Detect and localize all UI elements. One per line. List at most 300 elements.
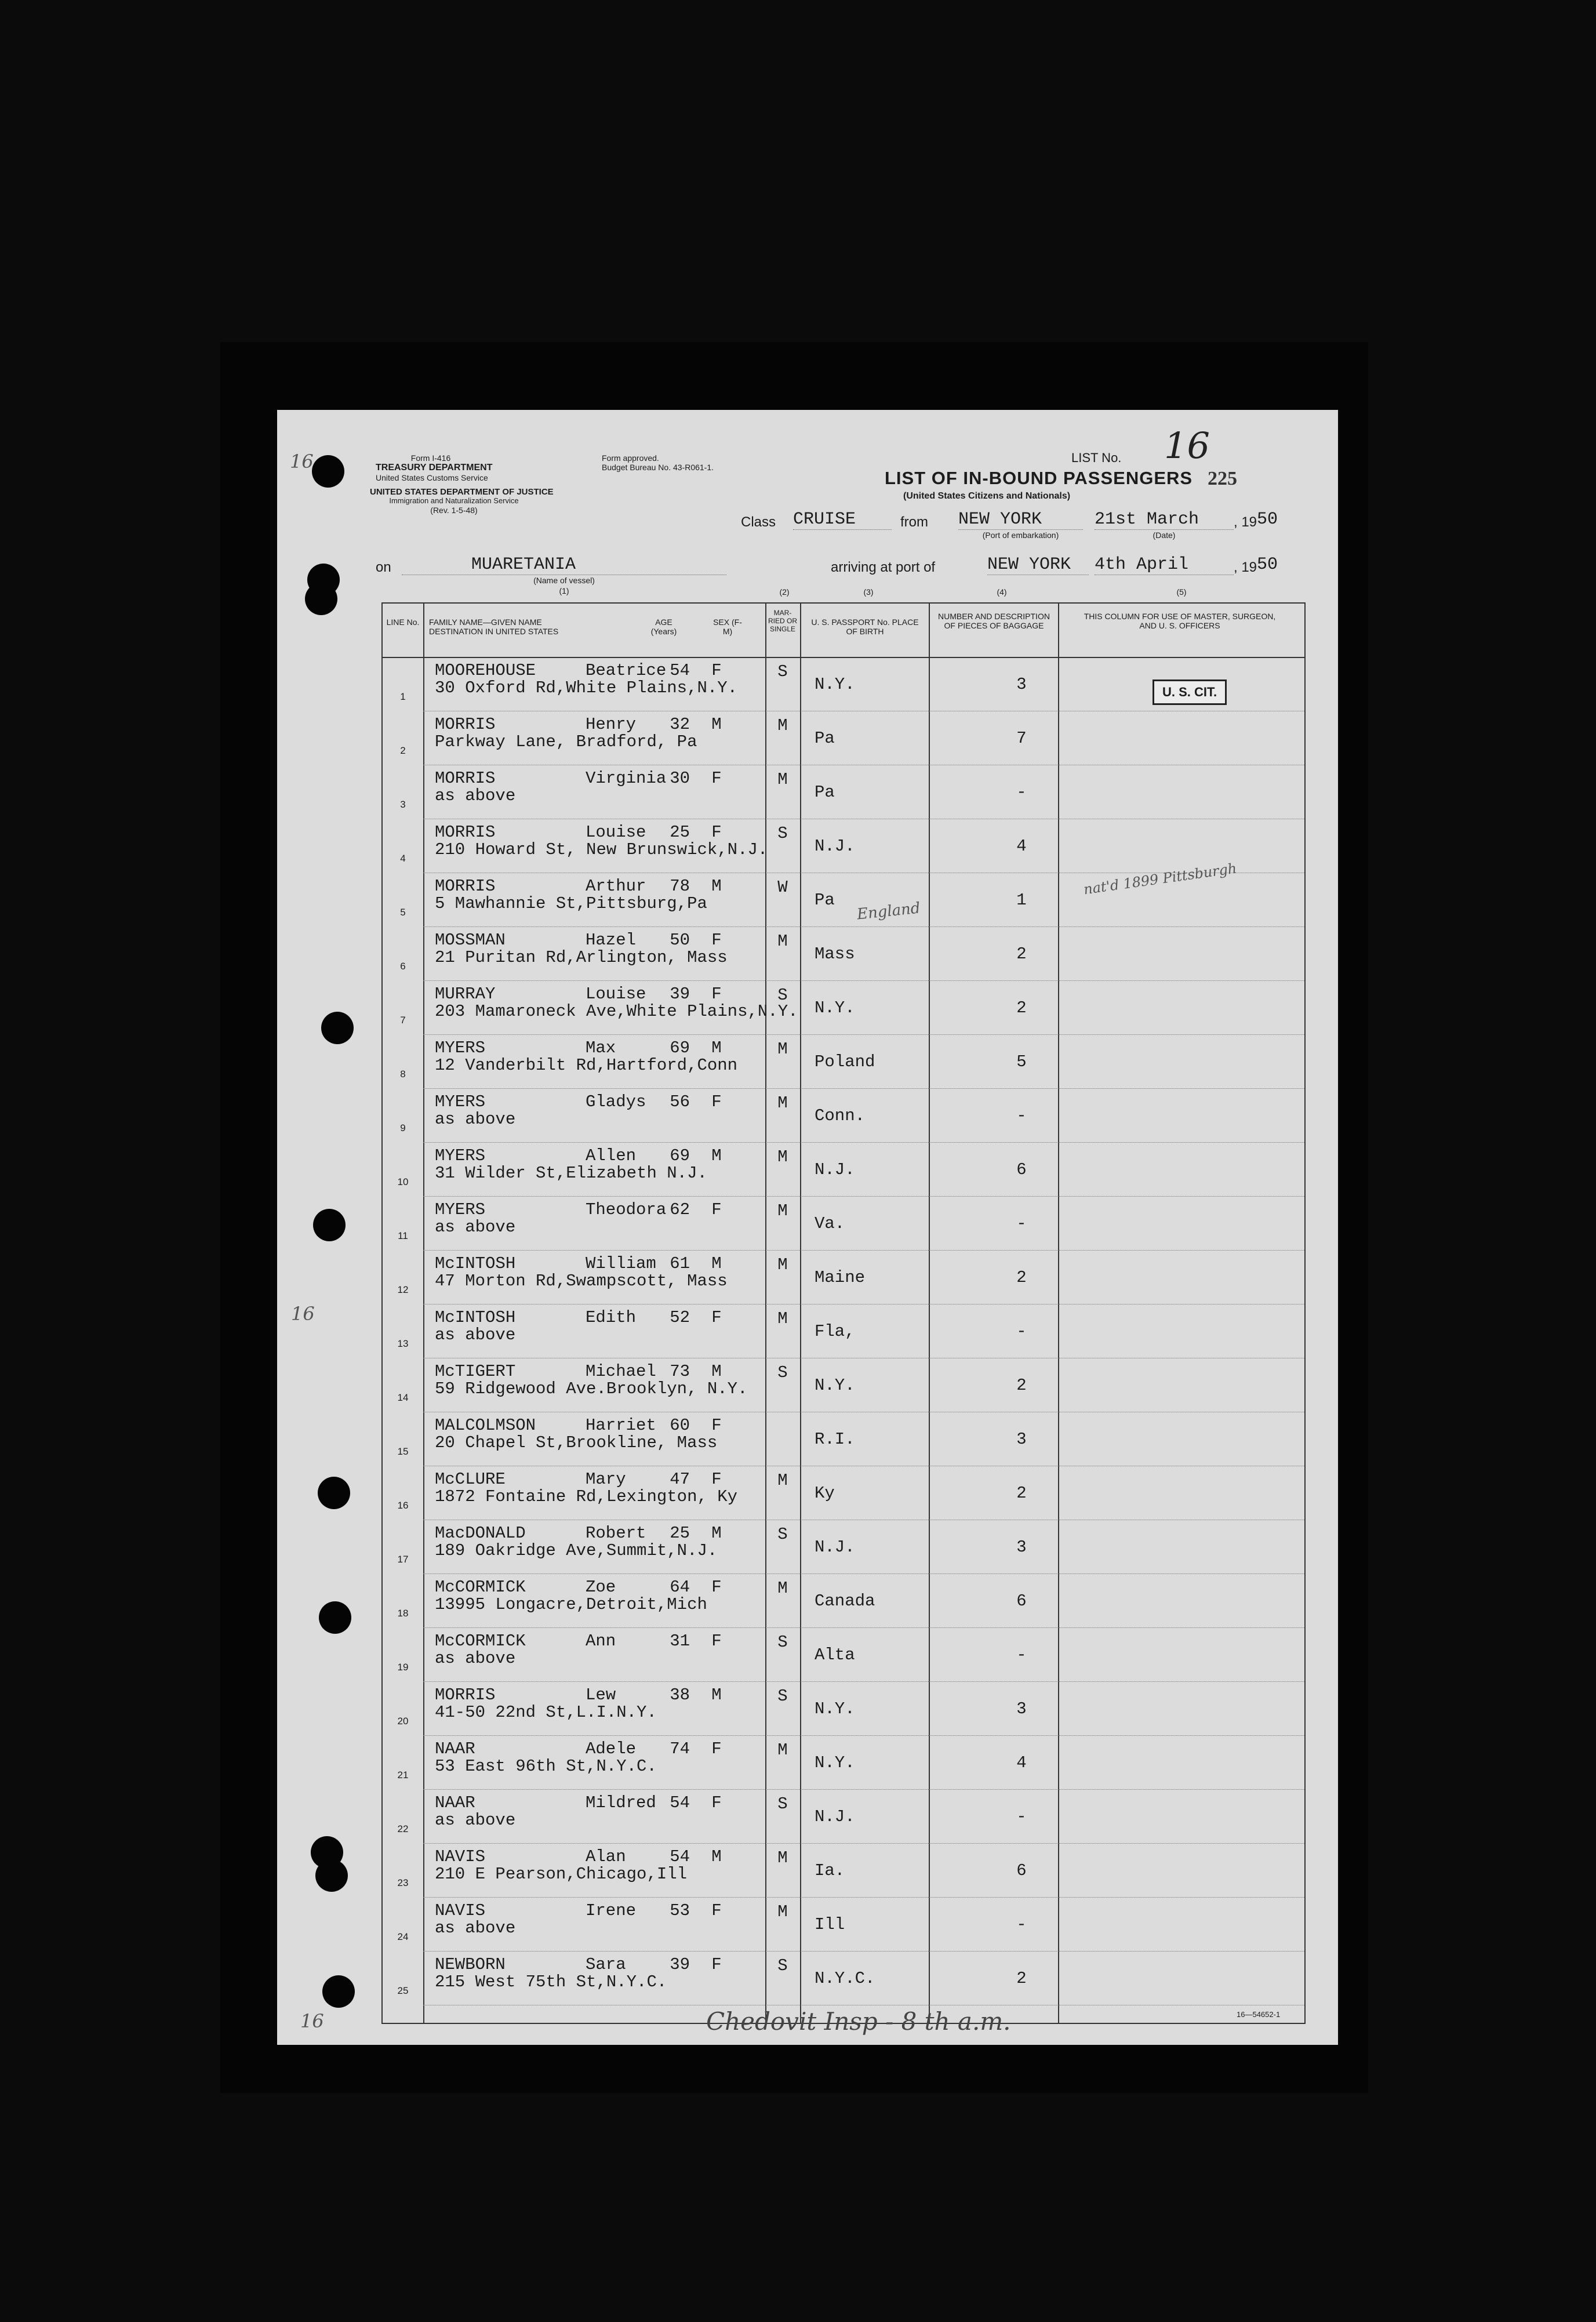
line-number: 2 [400,745,406,756]
line-number: 20 [397,1716,409,1727]
marital-status: M [777,770,788,789]
birthplace: Poland [815,1052,875,1071]
address: 21 Puritan Rd,Arlington, Mass [435,948,728,967]
given-name: Max [586,1038,616,1058]
birthplace: Ky [815,1484,835,1503]
baggage-count: - [1016,783,1027,802]
birthplace: Pa [815,891,835,910]
given-name: Irene [586,1901,637,1920]
form-code: 16—54652-1 [1237,2010,1281,2019]
family-name: McCLURE [435,1470,506,1489]
family-name: NAAR [435,1793,475,1812]
col-num: (3) [863,587,874,597]
family-name: MYERS [435,1200,486,1219]
sex: F [711,1470,722,1489]
family-name: MYERS [435,1092,486,1111]
table-row [383,1197,1304,1251]
birthplace: N.J. [815,1538,855,1557]
baggage-count: 1 [1016,891,1027,910]
baggage-count: 4 [1016,1753,1027,1772]
arriving-label: arriving at port of [831,559,936,575]
age: 54 [670,661,690,680]
table-row [383,1520,1304,1574]
family-name: MORRIS [435,877,496,896]
baggage-count: 3 [1016,1430,1027,1449]
punch-hole [313,1209,346,1241]
address: 5 Mawhannie St,Pittsburg,Pa [435,894,707,913]
address: 210 Howard St, New Brunswick,N.J. [435,840,768,859]
family-name: McTIGERT [435,1362,516,1381]
col-header-sex: SEX (F-M) [713,617,742,637]
line-number: 1 [400,691,406,702]
punch-hole [319,1601,351,1634]
line-number: 3 [400,799,406,810]
punch-hole [322,1975,355,2008]
age: 47 [670,1470,690,1489]
table-row [383,1089,1304,1143]
baggage-count: 2 [1016,1268,1027,1287]
age: 39 [670,984,690,1004]
family-name: McCORMICK [435,1578,526,1597]
on-label: on [376,559,391,575]
sex: M [711,877,722,896]
given-name: William [586,1254,656,1273]
sex: M [711,1254,722,1273]
passenger-table [381,602,1306,2024]
given-name: Lew [586,1685,616,1705]
list-no-value: 16 [1164,424,1210,467]
sex: M [711,1847,722,1866]
col-num: (2) [779,587,790,597]
depart-year: 50 [1257,510,1278,529]
given-name: Sara [586,1955,626,1974]
marital-status: M [777,1147,788,1167]
baggage-count: 3 [1016,675,1027,694]
col-header-age: AGE (Years) [650,617,677,637]
table-row [383,1143,1304,1197]
line-number: 16 [397,1500,409,1511]
table-row [383,1682,1304,1736]
sex: F [711,1308,722,1327]
family-name: MYERS [435,1038,486,1058]
baggage-count: 2 [1016,1376,1027,1395]
birthplace: N.Y.C. [815,1969,875,1988]
birthplace: Maine [815,1268,866,1287]
age: 74 [670,1739,690,1758]
sex: F [711,1416,722,1435]
table-row [383,1790,1304,1844]
birthplace: N.J. [815,837,855,856]
age: 54 [670,1793,690,1812]
birthplace: Alta [815,1645,855,1665]
given-name: Ann [586,1631,616,1651]
line-number: 24 [397,1931,409,1942]
table-row [383,1736,1304,1790]
table-row [383,819,1304,873]
baggage-count: 6 [1016,1160,1027,1179]
table-row [383,1358,1304,1412]
margin-note: 16 [291,1303,315,1325]
address: as above [435,1325,516,1344]
from-port: NEW YORK [958,510,1083,530]
birth-correction: England [856,899,921,924]
line-number: 6 [400,961,406,972]
age: 50 [670,931,690,950]
table-row [383,1898,1304,1952]
birthplace: Ia. [815,1861,845,1880]
age: 53 [670,1901,690,1920]
sex: F [711,1578,722,1597]
inspector-signature: Chedovit Insp - 8 th a.m. [706,2007,1011,2036]
sex: M [711,1038,722,1058]
given-name: Arthur [586,877,646,896]
marital-status: M [777,1848,788,1867]
given-name: Theodora [586,1200,667,1219]
birthplace: N.Y. [815,1376,855,1395]
given-name: Zoe [586,1578,616,1597]
col-header-line: LINE No. [386,617,420,627]
table-row [383,1412,1304,1466]
given-name: Gladys [586,1092,646,1111]
age: 61 [670,1254,690,1273]
baggage-count: 6 [1016,1861,1027,1880]
address: 210 E Pearson,Chicago,Ill [435,1865,688,1884]
sex: F [711,1793,722,1812]
birthplace: Canada [815,1591,875,1611]
line-number: 9 [400,1122,406,1133]
given-name: Louise [586,984,646,1004]
arrive-year-prefix: , 19 [1234,559,1257,575]
line-number: 25 [397,1985,409,1996]
given-name: Edith [586,1308,637,1327]
address: 20 Chapel St,Brookline, Mass [435,1433,718,1452]
family-name: McINTOSH [435,1308,516,1327]
line-number: 8 [400,1069,406,1080]
col-header-passport: U. S. PASSPORT No. PLACE OF BIRTH [811,617,919,637]
arrive-port: NEW YORK [987,555,1089,575]
baggage-count: 7 [1016,729,1027,748]
address: 30 Oxford Rd,White Plains,N.Y. [435,678,738,697]
address: as above [435,1811,516,1830]
table-row [383,711,1304,765]
sex: F [711,931,722,950]
line-number: 11 [398,1230,408,1241]
family-name: NAAR [435,1739,475,1758]
vessel-name: MUARETANIA [402,555,726,575]
arrive-date: 4th April [1095,555,1234,575]
table-row [383,1952,1304,2005]
family-name: MYERS [435,1146,486,1165]
line-number: 5 [400,907,406,918]
given-name: Hazel [586,931,637,950]
family-name: NAVIS [435,1901,486,1920]
punch-hole [321,1012,354,1044]
birthplace: N.J. [815,1807,855,1826]
birthplace: Mass [815,944,855,964]
class-value: CRUISE [793,510,892,530]
birthplace: Pa [815,783,835,802]
sex: F [711,1901,722,1920]
baggage-count: 5 [1016,1052,1027,1071]
depart-date: 21st March [1095,510,1234,530]
sex: F [711,1955,722,1974]
sex: F [711,823,722,842]
sex: M [711,1146,722,1165]
address: as above [435,1218,516,1237]
marital-status: S [777,662,788,681]
age: 32 [670,715,690,734]
marital-status: M [777,932,788,951]
table-row [383,1844,1304,1898]
given-name: Adele [586,1739,637,1758]
marital-status: M [777,1255,788,1274]
punch-hole [315,1859,348,1892]
address: 41-50 22nd St,L.I.N.Y. [435,1703,657,1722]
age: 62 [670,1200,690,1219]
approval-block: Form approved. Budget Bureau No. 43-R061-1. [602,453,714,473]
baggage-count: 3 [1016,1699,1027,1718]
family-name: MOOREHOUSE [435,661,536,680]
address: 189 Oakridge Ave,Summit,N.J. [435,1541,718,1560]
table-row [383,1035,1304,1089]
sex: F [711,1631,722,1651]
table-row [383,1628,1304,1682]
given-name: Alan [586,1847,626,1866]
given-name: Mildred [586,1793,656,1812]
marital-status: M [777,1902,788,1921]
age: 56 [670,1092,690,1111]
baggage-count: - [1016,1915,1027,1934]
baggage-count: - [1016,1645,1027,1665]
sex: M [711,1524,722,1543]
us-citizen-stamp: U. S. CIT. [1153,679,1227,705]
line-number: 13 [397,1338,409,1349]
vessel-caption: (Name of vessel) [533,576,595,585]
given-name: Harriet [586,1416,656,1435]
age: 69 [670,1146,690,1165]
marital-status: M [777,1093,788,1113]
age: 60 [670,1416,690,1435]
given-name: Robert [586,1524,646,1543]
naturalized-note: nat'd 1899 Pittsburgh [1082,860,1238,898]
family-name: MORRIS [435,715,496,734]
address: Parkway Lane, Bradford, Pa [435,732,697,751]
line-number: 22 [397,1823,409,1834]
age: 39 [670,1955,690,1974]
marital-status: S [777,1956,788,1975]
punch-hole [305,583,337,615]
sex: F [711,1739,722,1758]
marital-status: S [777,1633,788,1652]
depart-year-prefix: , 19 [1234,514,1257,530]
birthplace: N.Y. [815,1699,855,1718]
line-number: 4 [400,853,406,864]
line-number: 10 [397,1176,409,1187]
family-name: MORRIS [435,1685,496,1705]
stamp-number: 225 [1208,468,1237,489]
form-id-block: Form I-416 TREASURY DEPARTMENT United States Customs Service [376,453,493,483]
baggage-count: 2 [1016,944,1027,964]
sex: M [711,1362,722,1381]
table-row [383,981,1304,1035]
given-name: Mary [586,1470,626,1489]
birthplace: Pa [815,729,835,748]
margin-note: 16 [290,450,314,473]
justice-block: UNITED STATES DEPARTMENT OF JUSTICE Immigration and Naturalization Service (Rev. 1-5-48) [370,487,554,515]
sex: F [711,1200,722,1219]
col-num: (4) [997,587,1007,597]
address: as above [435,1110,516,1129]
line-number: 12 [397,1284,409,1295]
table-row [383,765,1304,819]
marital-status: S [777,1363,788,1382]
given-name: Henry [586,715,637,734]
address: 215 West 75th St,N.Y.C. [435,1972,667,1992]
arrive-year: 50 [1257,555,1278,575]
address: 13995 Longacre,Detroit,Mich [435,1595,707,1614]
line-number: 7 [400,1015,406,1026]
age: 73 [670,1362,690,1381]
family-name: MURRAY [435,984,496,1004]
col-header-baggage: NUMBER AND DESCRIPTION OF PIECES OF BAGGAGE [938,612,1050,631]
given-name: Virginia [586,769,667,788]
sex: M [711,715,722,734]
marital-status: S [777,1525,788,1544]
given-name: Michael [586,1362,656,1381]
age: 54 [670,1847,690,1866]
given-name: Allen [586,1146,637,1165]
birthplace: Ill [815,1915,845,1934]
baggage-count: 3 [1016,1538,1027,1557]
marital-status: M [777,1740,788,1760]
class-label: Class [741,514,776,530]
address: as above [435,1918,516,1938]
birthplace: N.J. [815,1160,855,1179]
punch-hole [318,1477,350,1509]
marital-status: M [777,1309,788,1328]
family-name: MALCOLMSON [435,1416,536,1435]
age: 69 [670,1038,690,1058]
sex: F [711,661,722,680]
family-name: MacDONALD [435,1524,526,1543]
marital-status: M [777,1201,788,1220]
address: 53 East 96th St,N.Y.C. [435,1757,657,1776]
age: 78 [670,877,690,896]
table-row [383,1574,1304,1628]
family-name: McCORMICK [435,1631,526,1651]
margin-note: 16 [300,2010,324,2032]
marital-status: W [777,878,788,897]
baggage-count: 2 [1016,1969,1027,1988]
sex: F [711,1092,722,1111]
family-name: MORRIS [435,823,496,842]
baggage-count: - [1016,1322,1027,1341]
age: 38 [670,1685,690,1705]
family-name: NEWBORN [435,1955,506,1974]
address: as above [435,786,516,805]
manifest-page [277,410,1338,2045]
birthplace: Va. [815,1214,845,1233]
birthplace: N.Y. [815,998,855,1018]
birthplace: N.Y. [815,1753,855,1772]
baggage-count: - [1016,1106,1027,1125]
col-header-officers: THIS COLUMN FOR USE OF MASTER, SURGEON, AND U. S. OFFICERS [1084,612,1276,631]
col-header-name: FAMILY NAME—GIVEN NAME DESTINATION IN UNITED STATES [429,617,559,637]
sex: F [711,769,722,788]
col-num: (5) [1176,587,1187,597]
baggage-count: 2 [1016,998,1027,1018]
family-name: NAVIS [435,1847,486,1866]
page-subtitle: (United States Citizens and Nationals) [903,491,1071,501]
line-number: 18 [397,1608,409,1619]
table-row [383,1466,1304,1520]
age: 52 [670,1308,690,1327]
col-header-married: MAR-RIED OR SINGLE [768,609,797,633]
line-number: 23 [397,1877,409,1888]
baggage-count: - [1016,1214,1027,1233]
baggage-count: 2 [1016,1484,1027,1503]
age: 25 [670,823,690,842]
table-row [383,1304,1304,1358]
table-row [383,1251,1304,1304]
address: as above [435,1649,516,1668]
birthplace: N.Y. [815,675,855,694]
family-name: McINTOSH [435,1254,516,1273]
marital-status: S [777,824,788,843]
marital-status: S [777,986,788,1005]
port-caption: (Port of embarkation) [982,530,1059,540]
birthplace: Conn. [815,1106,866,1125]
from-label: from [900,514,928,530]
line-number: 15 [397,1446,409,1457]
punch-hole [312,455,344,488]
line-number: 21 [397,1769,409,1780]
baggage-count: - [1016,1807,1027,1826]
marital-status: M [777,1471,788,1490]
family-name: MOSSMAN [435,931,506,950]
age: 64 [670,1578,690,1597]
given-name: Louise [586,823,646,842]
baggage-count: 6 [1016,1591,1027,1611]
address: 31 Wilder St,Elizabeth N.J. [435,1164,707,1183]
address: 59 Ridgewood Ave.Brooklyn, N.Y. [435,1379,748,1398]
line-number: 19 [397,1662,409,1673]
birthplace: Fla, [815,1322,855,1341]
list-no-label: LIST No. [1071,450,1122,465]
birthplace: R.I. [815,1430,855,1449]
vessel-caption-num: (1) [559,586,569,595]
line-number: 17 [397,1554,409,1565]
address: 47 Morton Rd,Swampscott, Mass [435,1271,728,1291]
family-name: MORRIS [435,769,496,788]
baggage-count: 4 [1016,837,1027,856]
address: 12 Vanderbilt Rd,Hartford,Conn [435,1056,738,1075]
marital-status: S [777,1687,788,1706]
address: 1872 Fontaine Rd,Lexington, Ky [435,1487,738,1506]
line-number: 14 [397,1392,409,1403]
age: 25 [670,1524,690,1543]
page-title: LIST OF IN-BOUND PASSENGERS [885,468,1193,488]
date-caption: (Date) [1153,530,1176,540]
marital-status: M [777,1579,788,1598]
address: 203 Mamaroneck Ave,White Plains,N.Y. [435,1002,798,1021]
sex: M [711,1685,722,1705]
age: 30 [670,769,690,788]
marital-status: S [777,1794,788,1814]
table-row [383,927,1304,981]
marital-status: M [777,1040,788,1059]
marital-status: M [777,716,788,735]
